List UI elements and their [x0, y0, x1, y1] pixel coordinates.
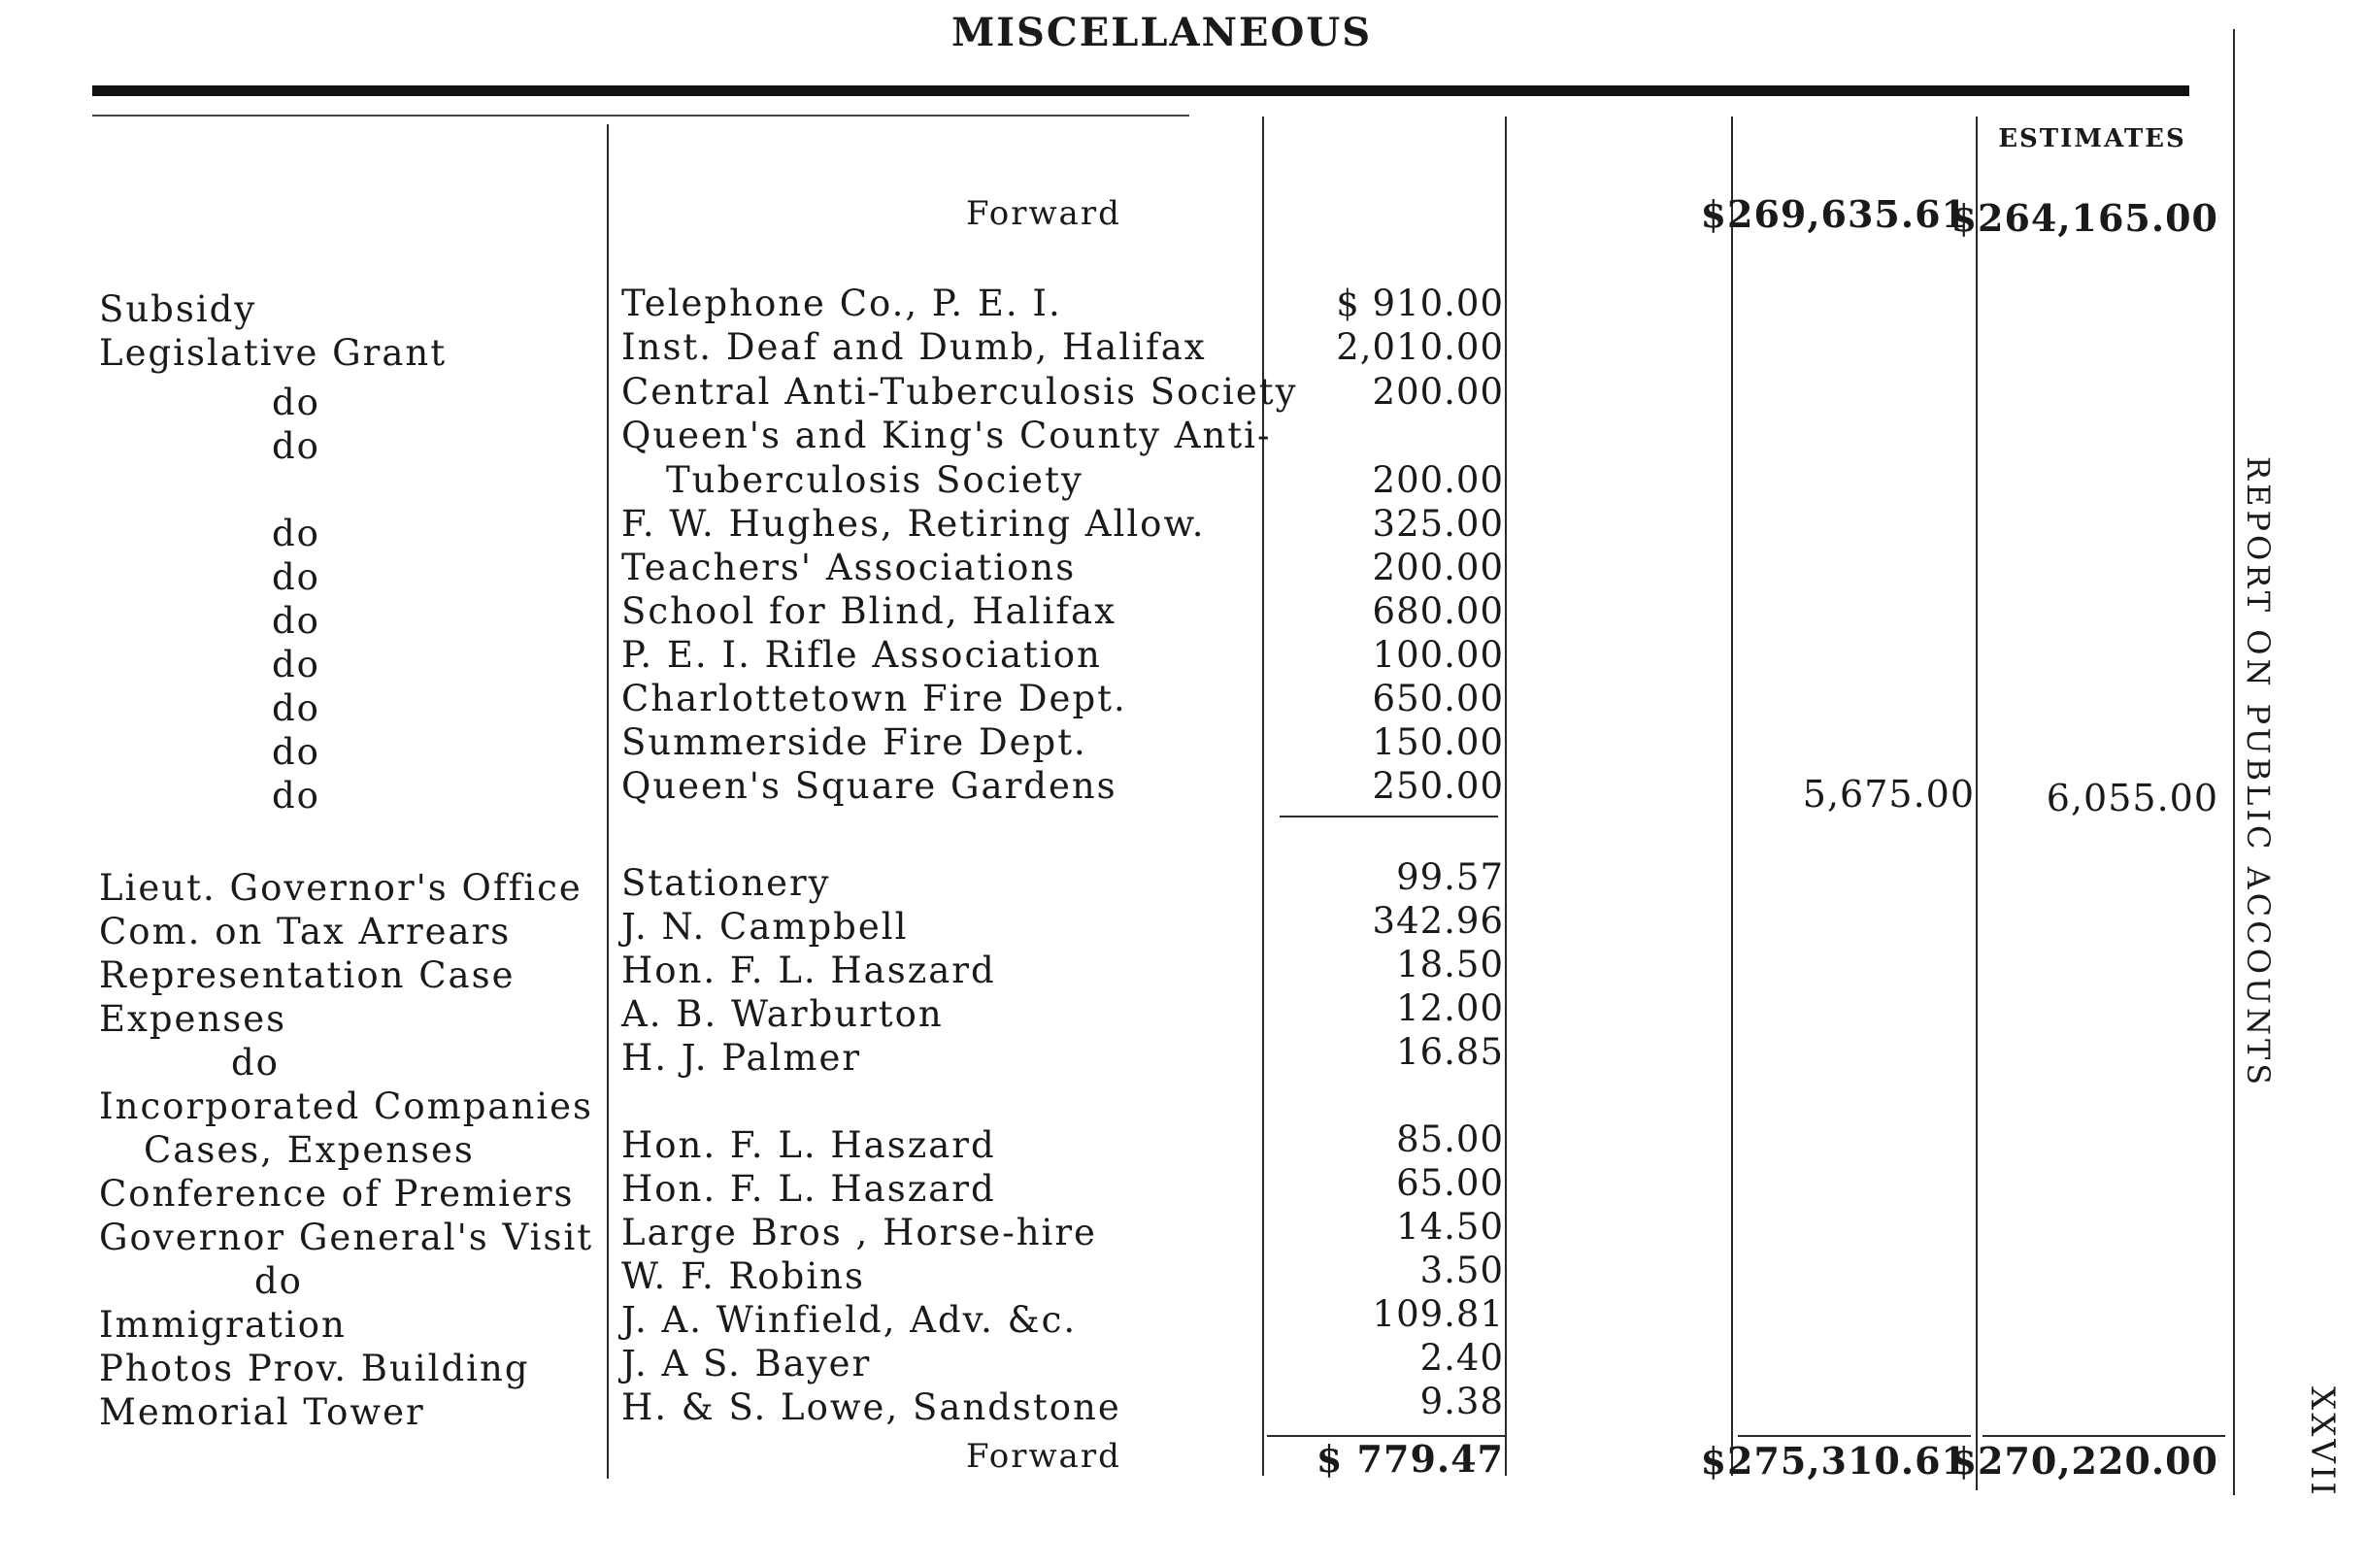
row-payee: Queen's and King's County Anti-: [621, 415, 1272, 456]
column-rule: [1505, 117, 1507, 1476]
row-item: do: [272, 600, 320, 642]
forward-label-top: Forward: [966, 194, 1121, 233]
row-amount: 200.00: [1372, 459, 1504, 501]
row-amount: 100.00: [1372, 634, 1504, 676]
forward-estimate-bottom: $270,220.00: [1950, 1439, 2218, 1483]
row-item: do: [254, 1260, 303, 1302]
grants-total: 5,675.00: [1802, 773, 1975, 816]
grants-estimate: 6,055.00: [2046, 777, 2218, 819]
row-item: Subsidy: [99, 288, 257, 330]
row-payee: F. W. Hughes, Retiring Allow.: [621, 503, 1206, 545]
row-amount: 200.00: [1372, 371, 1504, 413]
row-amount: 325.00: [1372, 503, 1504, 545]
row-payee: Summerside Fire Dept.: [621, 721, 1087, 763]
column-rule: [1976, 117, 1978, 1490]
row-item: do: [231, 1042, 280, 1084]
row-amount: 109.81: [1372, 1293, 1504, 1335]
row-payee: A. B. Warburton: [621, 993, 944, 1035]
row-item: Representation Case: [99, 954, 516, 996]
row-payee: Stationery: [621, 862, 831, 904]
row-payee: Teachers' Associations: [621, 547, 1077, 588]
row-amount: 85.00: [1396, 1118, 1504, 1160]
row-item: Com. on Tax Arrears: [99, 911, 512, 952]
row-amount: 342.96: [1372, 900, 1504, 942]
row-payee: Hon. F. L. Haszard: [621, 950, 996, 991]
row-item: do: [272, 644, 320, 685]
row-item: do: [272, 556, 320, 598]
row-payee: Tuberculosis Society: [666, 459, 1083, 501]
row-payee: H. & S. Lowe, Sandstone: [621, 1386, 1121, 1428]
row-amount: 3.50: [1419, 1250, 1504, 1291]
column-rule: [2233, 29, 2235, 1495]
row-payee: W. F. Robins: [621, 1255, 865, 1297]
row-amount: 2.40: [1419, 1337, 1504, 1379]
subtotal-rule: [1280, 816, 1498, 817]
row-item: Memorial Tower: [99, 1391, 425, 1433]
header-subrule: [92, 115, 1189, 117]
row-amount: $ 910.00: [1336, 283, 1504, 324]
row-payee: Hon. F. L. Haszard: [621, 1168, 996, 1210]
row-item: Lieut. Governor's Office: [99, 867, 583, 909]
row-item: Incorporated Companies: [99, 1085, 594, 1127]
row-amount: 150.00: [1372, 721, 1504, 763]
total-rule: [1983, 1435, 2225, 1437]
row-payee: P. E. I. Rifle Association: [621, 634, 1102, 676]
forward-amount-top: $269,635.61: [1700, 192, 1968, 236]
row-item: do: [272, 513, 320, 554]
row-amount: 650.00: [1372, 678, 1504, 719]
row-payee: Charlottetown Fire Dept.: [621, 678, 1127, 719]
row-item: Photos Prov. Building: [99, 1348, 530, 1389]
row-item: do: [272, 382, 320, 423]
row-amount: 200.00: [1372, 547, 1504, 588]
estimates-heading: ESTIMATES: [1998, 124, 2186, 153]
row-item: Conference of Premiers: [99, 1173, 575, 1215]
row-payee: J. A. Winfield, Adv. &c.: [621, 1299, 1078, 1341]
row-payee: Hon. F. L. Haszard: [621, 1124, 996, 1166]
row-amount: 250.00: [1372, 765, 1504, 807]
page-number: XXVII: [2303, 1386, 2342, 1498]
row-amount: 9.38: [1419, 1381, 1504, 1422]
column-rule: [607, 124, 609, 1479]
row-amount: 680.00: [1372, 590, 1504, 632]
total-rule: [1738, 1435, 1971, 1437]
row-item: Legislative Grant: [99, 332, 448, 374]
forward-amount-bottom: $275,310.61: [1700, 1439, 1968, 1483]
row-item: Expenses: [99, 998, 287, 1040]
forward-estimate-top: $264,165.00: [1950, 196, 2218, 240]
row-payee: J. A S. Bayer: [621, 1343, 872, 1385]
forward-label-bottom: Forward: [966, 1437, 1121, 1476]
row-payee: H. J. Palmer: [621, 1037, 862, 1079]
row-item: do: [272, 425, 320, 467]
row-payee: Central Anti-Tuberculosis Society: [621, 371, 1298, 413]
side-running-title: REPORT ON PUBLIC ACCOUNTS: [2240, 456, 2277, 1089]
row-amount: 65.00: [1396, 1162, 1504, 1204]
row-item: do: [272, 775, 320, 817]
row-amount: 2,010.00: [1336, 326, 1504, 368]
row-amount: 12.00: [1396, 987, 1504, 1029]
row-amount: 14.50: [1396, 1206, 1504, 1248]
row-payee: Large Bros , Horse-hire: [621, 1212, 1097, 1253]
row-payee: Inst. Deaf and Dumb, Halifax: [621, 326, 1207, 368]
column-rule: [1262, 117, 1264, 1476]
row-item: do: [272, 687, 320, 729]
row-amount: 16.85: [1396, 1031, 1504, 1073]
column-rule: [1731, 117, 1733, 1476]
row-payee: Telephone Co., P. E. I.: [621, 283, 1062, 324]
row-item: do: [272, 731, 320, 773]
row-amount: 99.57: [1396, 856, 1504, 898]
row-item: Cases, Expenses: [144, 1129, 475, 1171]
forward-subtotal-bottom: $ 779.47: [1316, 1437, 1504, 1481]
header-rule: [92, 85, 2189, 96]
row-payee: School for Blind, Halifax: [621, 590, 1116, 632]
row-item: Immigration: [99, 1304, 347, 1346]
page-title: MISCELLANEOUS: [951, 10, 1373, 55]
row-amount: 18.50: [1396, 944, 1504, 985]
row-payee: J. N. Campbell: [621, 906, 909, 948]
row-payee: Queen's Square Gardens: [621, 765, 1117, 807]
row-item: Governor General's Visit: [99, 1217, 594, 1258]
